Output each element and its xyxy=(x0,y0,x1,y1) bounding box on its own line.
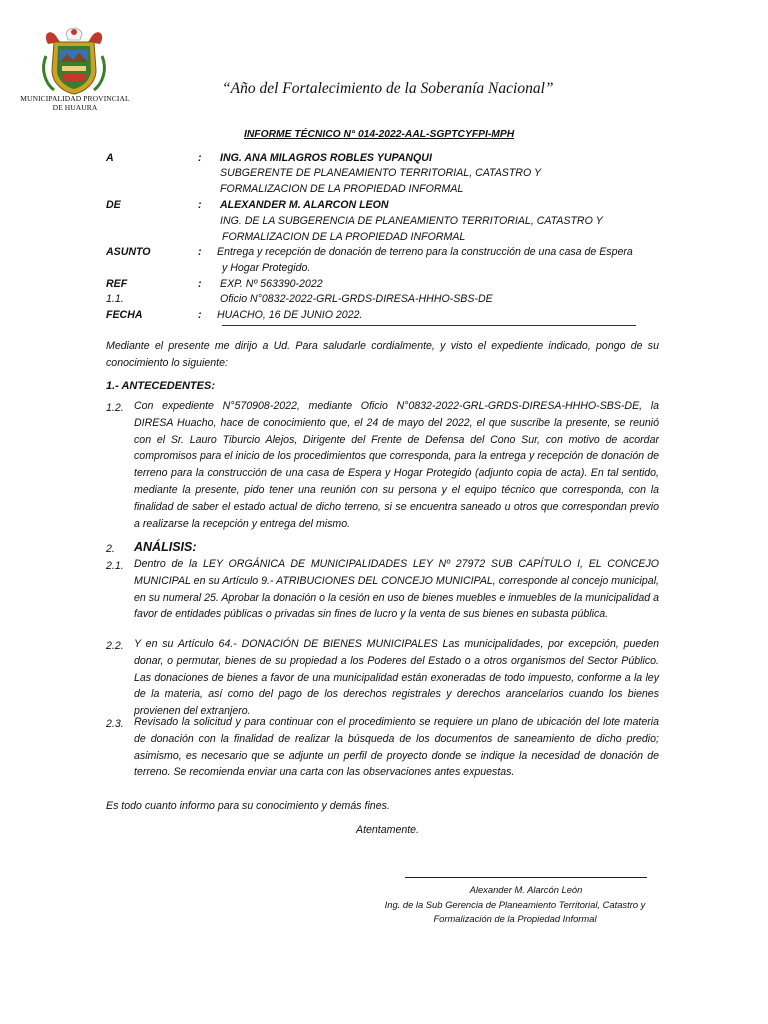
field-ref-label: REF xyxy=(106,278,128,290)
field-colon: : xyxy=(198,246,202,258)
field-de-role-1: ING. DE LA SUBGERENCIA DE PLANEAMIENTO TERRITORIAL, CATASTRO Y xyxy=(220,215,603,227)
field-fecha-value: HUACHO, 16 DE JUNIO 2022. xyxy=(217,309,363,321)
field-de-label: DE xyxy=(106,199,121,211)
closing-line: Es todo cuanto informo para su conocimiento y demás fines. xyxy=(106,800,390,812)
year-motto: “Año del Fortalecimiento de la Soberanía Nacional” xyxy=(222,80,554,97)
field-ref2-value: Oficio N°0832-2022-GRL-GRDS-DIRESA-HHHO-SBS-DE xyxy=(220,293,493,305)
field-a-name: ING. ANA MILAGROS ROBLES YUPANQUI xyxy=(220,152,432,164)
field-a-role-2: FORMALIZACION DE LA PROPIEDAD INFORMAL xyxy=(220,183,464,195)
municipality-line1: MUNICIPALIDAD PROVINCIAL xyxy=(20,94,130,103)
field-de-role-2: FORMALIZACION DE LA PROPIEDAD INFORMAL xyxy=(222,231,466,243)
field-de-name: ALEXANDER M. ALARCON LEON xyxy=(220,199,389,211)
municipal-crest-logo xyxy=(40,26,108,96)
signature-title-1: Ing. de la Sub Gerencia de Planeamiento Territorial, Catastro y xyxy=(384,899,646,910)
salutation: Atentamente. xyxy=(356,824,420,836)
signature-name: Alexander M. Alarcón León xyxy=(469,884,583,895)
field-colon: : xyxy=(198,278,202,290)
paragraph-number-2-3: 2.3. xyxy=(106,718,124,730)
signature-line xyxy=(405,877,647,878)
field-a-role-1: SUBGERENTE DE PLANEAMIENTO TERRITORIAL, CATASTRO Y xyxy=(220,167,542,179)
signature-title-2: Formalización de la Propiedad Informal xyxy=(433,913,597,924)
antecedentes-paragraph: Con expediente N°570908-2022, mediante Oficio N°0832-2022-GRL-GRDS-DIRESA-HHHO-SBS-DE, la DIRESA Huacho, hace de conocimiento que, el 24 de mayo del 2022, el que suscribe la presente, se reunió con el Sr. Lauro Tiburcio Alejos, Dirigente del Frente de Defensa del Cono Sur, con motivo de acordar compromisos para el inicio de los procedimientos que corresponda, para la entrega y recepción de donación de terreno para la construcción de una casa de Espera y Hogar Protegido (adjunto copia de acta). En tal sentido, mediante la presente, pido tener una reunión con su persona y el equipo técnico que corresponda, con la finalidad de saber el estado actual de dicho terreno, si se encuentra saneado u otros que correspondan previo a realizarse la recepción y entrega del mismo. xyxy=(134,400,659,530)
section-antecedentes-heading: 1.- ANTECEDENTES: xyxy=(106,380,215,392)
field-a-label: A xyxy=(106,152,114,164)
header-divider xyxy=(222,325,636,326)
document-title: INFORME TÉCNICO N° 014-2022-AAL-SGPTCYFPI-MPH xyxy=(244,129,515,140)
municipality-line2: DE HUAURA xyxy=(52,102,98,112)
paragraph-number-2-2: 2.2. xyxy=(106,640,124,652)
field-colon: : xyxy=(198,199,202,211)
field-fecha-label: FECHA xyxy=(106,309,143,321)
field-asunto-label: ASUNTO xyxy=(106,246,151,258)
paragraph-number-1-2: 1.2. xyxy=(106,402,124,414)
field-asunto-2: y Hogar Protegido. xyxy=(222,262,311,274)
field-asunto-1: Entrega y recepción de donación de terreno para la construcción de una casa de Espera xyxy=(217,246,633,258)
section-number-2: 2. xyxy=(106,543,115,555)
analisis-paragraph-2-3: Revisado la solicitud y para continuar con el procedimiento se requiere un plano de ubicación del lote materia de donación con la finalidad de realizar la búsqueda de los documentos de saneamiento de dicho predio; asimismo, es necesario que se adjunte un perfil de proyecto donde se indique la necesidad de donación de terreno. Se recomienda enviar una carta con las observaciones antes expuestas. xyxy=(134,716,659,779)
field-colon: : xyxy=(198,309,202,321)
field-ref-value: EXP. Nº 563390-2022 xyxy=(220,278,323,290)
field-ref2-label: 1.1. xyxy=(106,293,124,305)
intro-paragraph: Mediante el presente me dirijo a Ud. Para saludarle cordialmente, y visto el expediente indicado, pongo de su conocimiento lo siguiente: xyxy=(106,340,659,369)
field-colon: : xyxy=(198,152,202,164)
section-analisis-heading: ANÁLISIS: xyxy=(134,540,197,554)
paragraph-number-2-1: 2.1. xyxy=(106,560,124,572)
municipality-name xyxy=(14,95,136,112)
analisis-paragraph-2-2: Y en su Artículo 64.- DONACIÓN DE BIENES MUNICIPALES Las municipalidades, por excepción, pueden donar, o permutar, bienes de su propiedad a los Poderes del Estado o a otros organismos del Sector Público. Las donaciones de bienes a favor de una municipalidad están exoneradas de todo impuesto, conforme a la ley de la materia, así como del pago de los derechos registrales y derechos arancelarios cuando los bienes provienen del extranjero. xyxy=(134,638,659,718)
analisis-paragraph-2-1: Dentro de la LEY ORGÁNICA DE MUNICIPALIDADES LEY Nº 27972 SUB CAPÍTULO I, EL CONCEJO MUNICIPAL en su Artículo 9.- ATRIBUCIONES DEL CONCEJO MUNICIPAL, corresponde al concejo municipal, en su numeral 25. Aprobar la donación o la cesión en uso de bienes muebles e inmuebles de la municipalidad a favor de entidades públicas o privadas sin fines de lucro y la venta de sus bienes en subasta pública. xyxy=(134,558,659,621)
